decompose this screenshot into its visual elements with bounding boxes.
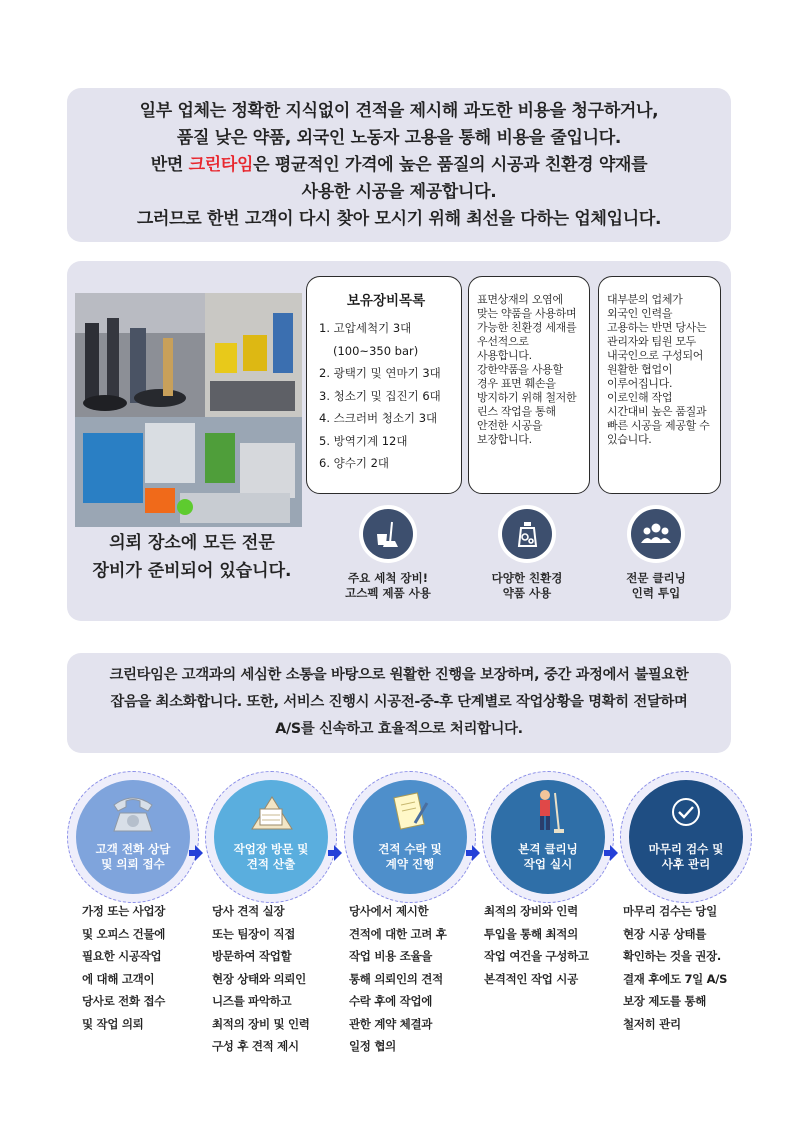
step-label-line: 마무리 검수 및 [648,842,724,856]
step-description [484,900,618,990]
process-step [67,771,199,903]
step-description [623,900,753,1035]
calendar-visit-icon [214,784,328,840]
step-disc [214,780,328,894]
equipment-list-card [306,276,462,494]
equipment-list-item: 6. 양수기 2대 [319,456,390,470]
desc-line: 철저히 관리 [623,1016,681,1031]
step-disc [629,780,743,894]
next-arrow-icon [188,844,204,862]
desc-line: 당사에서 제시한 [349,904,429,918]
desc-line: 마무리 검수는 당일 [623,904,717,918]
desc-line: 가정 또는 사업장 [82,904,166,918]
desc-line: 당사 견적 실장 [212,904,285,918]
communication-panel [67,653,731,753]
step-description [349,900,479,1058]
desc-line: 니즈를 파악하고 [212,994,292,1008]
feature-caption-line: 약품 사용 [502,586,552,600]
desc-line: 보장 제도를 통해 [623,994,707,1008]
intro-line: 일부 업체는 정확한 지식없이 견적을 제시해 과도한 비용을 청구하거나, [139,101,659,121]
check-circle-icon [629,784,743,840]
step-description [82,900,200,1035]
step-label-line: 고객 전화 상담 [95,842,171,856]
feature-caption [462,571,592,601]
equipment-list-item: (100~350 bar) [333,343,419,358]
desc-line: 작업 여건을 구성하고 [484,949,589,963]
desc-line: 결재 후에도 7일 A/S [623,971,728,986]
desc-line: 필요한 시공작업 [82,949,162,963]
caption-line: 의뢰 장소에 모든 전문 [109,533,275,553]
equipment-photo [75,293,302,527]
cleaning-spray-icon [498,505,556,563]
intro-brand-line [67,152,731,179]
mop-bucket-icon [359,505,417,563]
intro-line: 품질 낮은 약품, 외국인 노동자 고용을 통해 비용을 줄입니다. [176,128,622,148]
desc-line: 본격적인 작업 시공 [484,971,578,986]
step-description [212,900,342,1058]
desc-line: 또는 팀장이 직접 [212,926,296,941]
feature-caption-line: 전문 클리닝 [626,571,686,585]
caption-line: 장비가 준비되어 있습니다. [92,561,292,581]
next-arrow-icon [603,844,619,862]
feature-caption-line: 고스펙 제품 사용 [345,586,431,600]
equipment-list-item: 5. 방역기계 12대 [319,433,408,448]
brand-name: 크린타임 [188,155,254,175]
next-arrow-icon [327,844,343,862]
feature-caption [591,571,721,601]
desc-line: 에 대해 고객이 [82,971,155,986]
telephone-icon [76,784,190,840]
desc-line: 현장 상태와 의뢰인 [212,971,306,986]
desc-line: 방문하여 작업할 [212,949,292,963]
desc-line: 최적의 장비 및 인력 [212,1016,310,1031]
domestic-staff-text: 대부분의 업체가 외국인 인력을 고용하는 반면 당사는 관리자와 팀원 모두 내국인으로 구성되어 원활한 협업이 이루어집니다. 이로인해 작업 시간대비 높은 품질과 빠른 시공을 제공할 수 있습니다. [607,293,710,446]
step-label-line: 계약 진행 [385,857,435,871]
desc-line: 및 작업 의뢰 [82,1016,144,1031]
cleaner-worker-icon [491,784,605,840]
step-disc [76,780,190,894]
step-label-line: 본격 클리닝 [518,842,578,856]
eco-chemicals-card [468,276,590,494]
communication-line: 크린타임은 고객과의 세심한 소통을 바탕으로 원활한 진행을 보장하며, 중간 과정에서 불필요한 [109,667,689,683]
desc-line: 작업 비용 조율을 [349,949,433,963]
desc-line: 현장 시공 상태를 [623,926,707,941]
desc-line: 투입을 통해 최적의 [484,926,578,941]
equipment-photo-collage [75,293,302,527]
desc-line: 견적에 대한 고려 후 [349,926,447,941]
process-step [620,771,752,903]
step-label-line: 작업장 방문 및 [233,842,309,856]
brand-line-suffix: 은 평균적인 가격에 높은 품질의 시공과 친환경 약재를 [253,155,648,175]
equipment-list-item: 4. 스크러버 청소기 3대 [319,411,438,425]
step-label-line: 견적 산출 [246,857,296,871]
desc-line: 구성 후 견적 제시 [212,1039,299,1053]
intro-panel [67,88,731,242]
communication-line: 잡음을 최소화합니다. 또한, 서비스 진행시 시공전-중-후 단계별로 작업상황을 명확히 전달하며 [110,694,688,710]
next-arrow-icon [465,844,481,862]
step-label-line: 작업 실시 [523,857,573,871]
feature-caption [323,571,453,601]
desc-line: 당사로 전화 접수 [82,994,166,1008]
step-disc [353,780,467,894]
feature-caption-line: 주요 세척 장비! [348,571,428,585]
step-label-line: 및 의뢰 접수 [101,857,165,871]
step-label-line: 사후 관리 [661,857,711,871]
desc-line: 및 오피스 건물에 [82,926,166,941]
step-disc [491,780,605,894]
desc-line: 확인하는 것을 권장. [623,949,721,963]
contract-pen-icon [353,784,467,840]
domestic-staff-card [598,276,721,494]
desc-line: 최적의 장비와 인력 [484,904,578,918]
equipment-list-item: 3. 청소기 및 집진기 6대 [319,388,441,403]
process-step [205,771,337,903]
equipment-list-item: 2. 광택기 및 연마기 3대 [319,366,441,380]
desc-line: 관한 계약 체결과 [349,1016,433,1031]
brand-line-prefix: 반면 [150,155,189,175]
intro-line: 사용한 시공을 제공합니다. [301,182,497,202]
equipment-caption [67,529,317,585]
communication-line: A/S를 신속하고 효율적으로 처리합니다. [275,721,523,737]
process-step [344,771,476,903]
desc-line: 수락 후에 작업에 [349,994,433,1008]
desc-line: 일정 협의 [349,1039,396,1053]
equipment-panel [67,261,731,621]
process-step [482,771,614,903]
desc-line: 통해 의뢰인의 견적 [349,971,443,986]
equipment-list-title: 보유장비목록 [346,293,426,309]
intro-line: 그러므로 한번 고객이 다시 찾아 모시기 위해 최선을 다하는 업체입니다. [136,209,662,229]
step-label-line: 견적 수락 및 [378,842,442,856]
team-people-icon [627,505,685,563]
eco-chemicals-text: 표면상재의 오염에 맞는 약품을 사용하며 가능한 친환경 세재를 우선적으로 사용합니다. 강한약품을 사용할 경우 표면 훼손을 방지하기 위해 철저한 린스 작업을 통해 안전한 시공을 보장합니다. [477,293,577,446]
feature-caption-line: 인력 투입 [631,586,681,600]
equipment-list-item: 1. 고압세척기 3대 [319,321,412,335]
feature-caption-line: 다양한 친환경 [491,571,563,585]
